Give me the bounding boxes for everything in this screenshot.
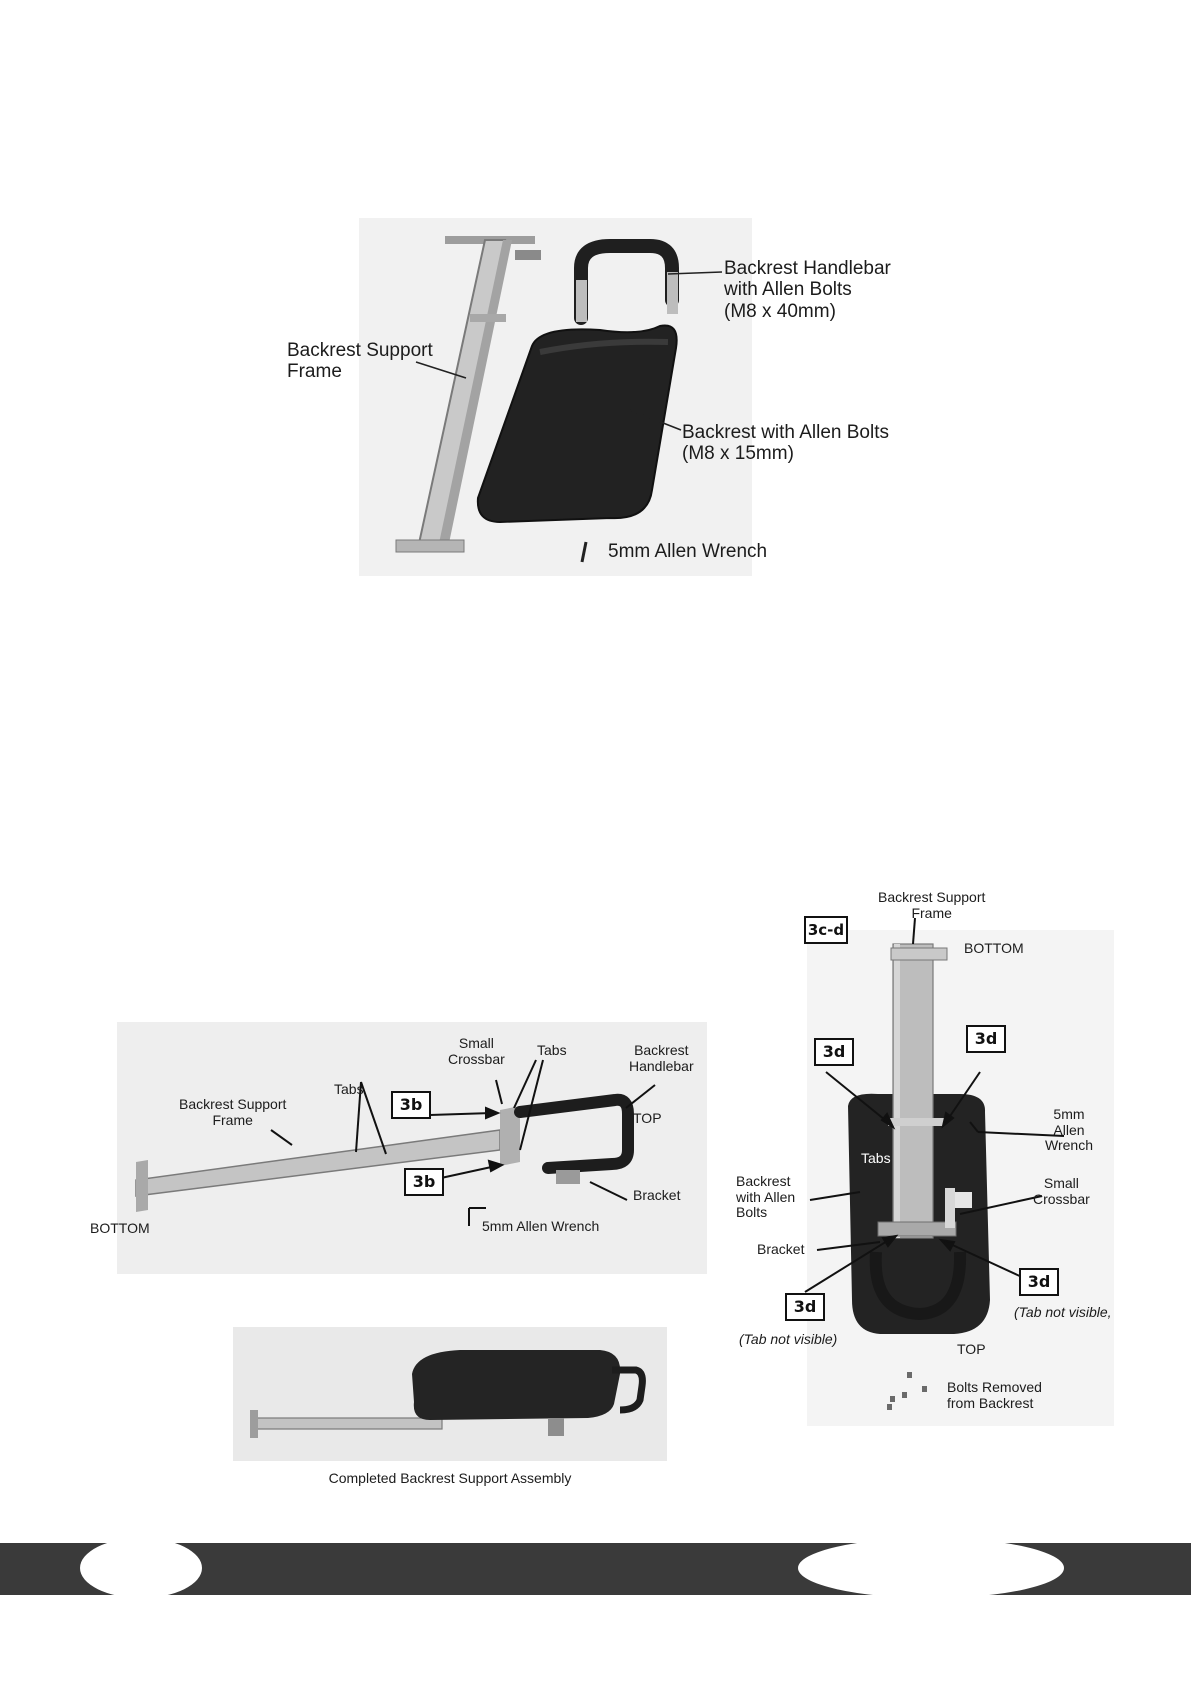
label-tab-not-visible-left: (Tab not visible) (739, 1331, 838, 1347)
label-backrest-support-frame-3cd: Backrest Support Frame (878, 889, 986, 921)
label-tabs-3cd: Tabs (861, 1150, 891, 1166)
label-small-crossbar-3cd: Small Crossbar (1033, 1175, 1090, 1207)
page-number-oval-right (798, 1538, 1064, 1598)
label-tabs-top-3b: Tabs (537, 1042, 567, 1058)
label-top-3b: TOP (633, 1110, 662, 1126)
label-tab-not-visible-right: (Tab not visible, (1014, 1304, 1112, 1320)
label-allen-wrench-3cd: 5mm Allen Wrench (1045, 1106, 1093, 1154)
label-bottom-3b: BOTTOM (90, 1220, 150, 1236)
label-backrest-with-bolts-3cd: Backrest with Allen Bolts (736, 1173, 796, 1221)
step-tag-3b-upper: 3b (391, 1091, 431, 1119)
label-backrest-support-frame: Backrest Support Frame (287, 340, 433, 383)
step-tag-3d-lower-left: 3d (785, 1293, 825, 1321)
label-bracket-3b: Bracket (633, 1187, 681, 1203)
page-number-oval-left (80, 1538, 202, 1598)
step-tag-3d-lower-right: 3d (1019, 1268, 1059, 1296)
label-backrest-with-bolts: Backrest with Allen Bolts (M8 x 15mm) (682, 422, 889, 465)
label-allen-wrench-3b: 5mm Allen Wrench (482, 1218, 600, 1234)
label-allen-wrench: 5mm Allen Wrench (608, 541, 768, 562)
label-backrest-support-frame-3b: Backrest Support Frame (179, 1096, 287, 1128)
step-tag-3b-lower: 3b (404, 1168, 444, 1196)
label-bolts-removed: Bolts Removed from Backrest (947, 1379, 1042, 1411)
label-small-crossbar-3b: Small Crossbar (448, 1035, 505, 1067)
label-backrest-handlebar-3b: Backrest Handlebar (629, 1042, 694, 1074)
label-bracket-3cd: Bracket (757, 1241, 805, 1257)
label-tabs-left-3b: Tabs (334, 1081, 364, 1097)
label-bottom-3cd: BOTTOM (964, 940, 1024, 956)
step-tag-3d-upper-right: 3d (966, 1025, 1006, 1053)
step-tag-3d-upper-left: 3d (814, 1038, 854, 1066)
label-top-3cd: TOP (957, 1341, 986, 1357)
label-backrest-handlebar: Backrest Handlebar with Allen Bolts (M8 x 40mm) (724, 258, 891, 322)
step-tag-3c-d: 3c-d (804, 916, 848, 944)
completed-assembly-caption: Completed Backrest Support Assembly (328, 1470, 572, 1486)
